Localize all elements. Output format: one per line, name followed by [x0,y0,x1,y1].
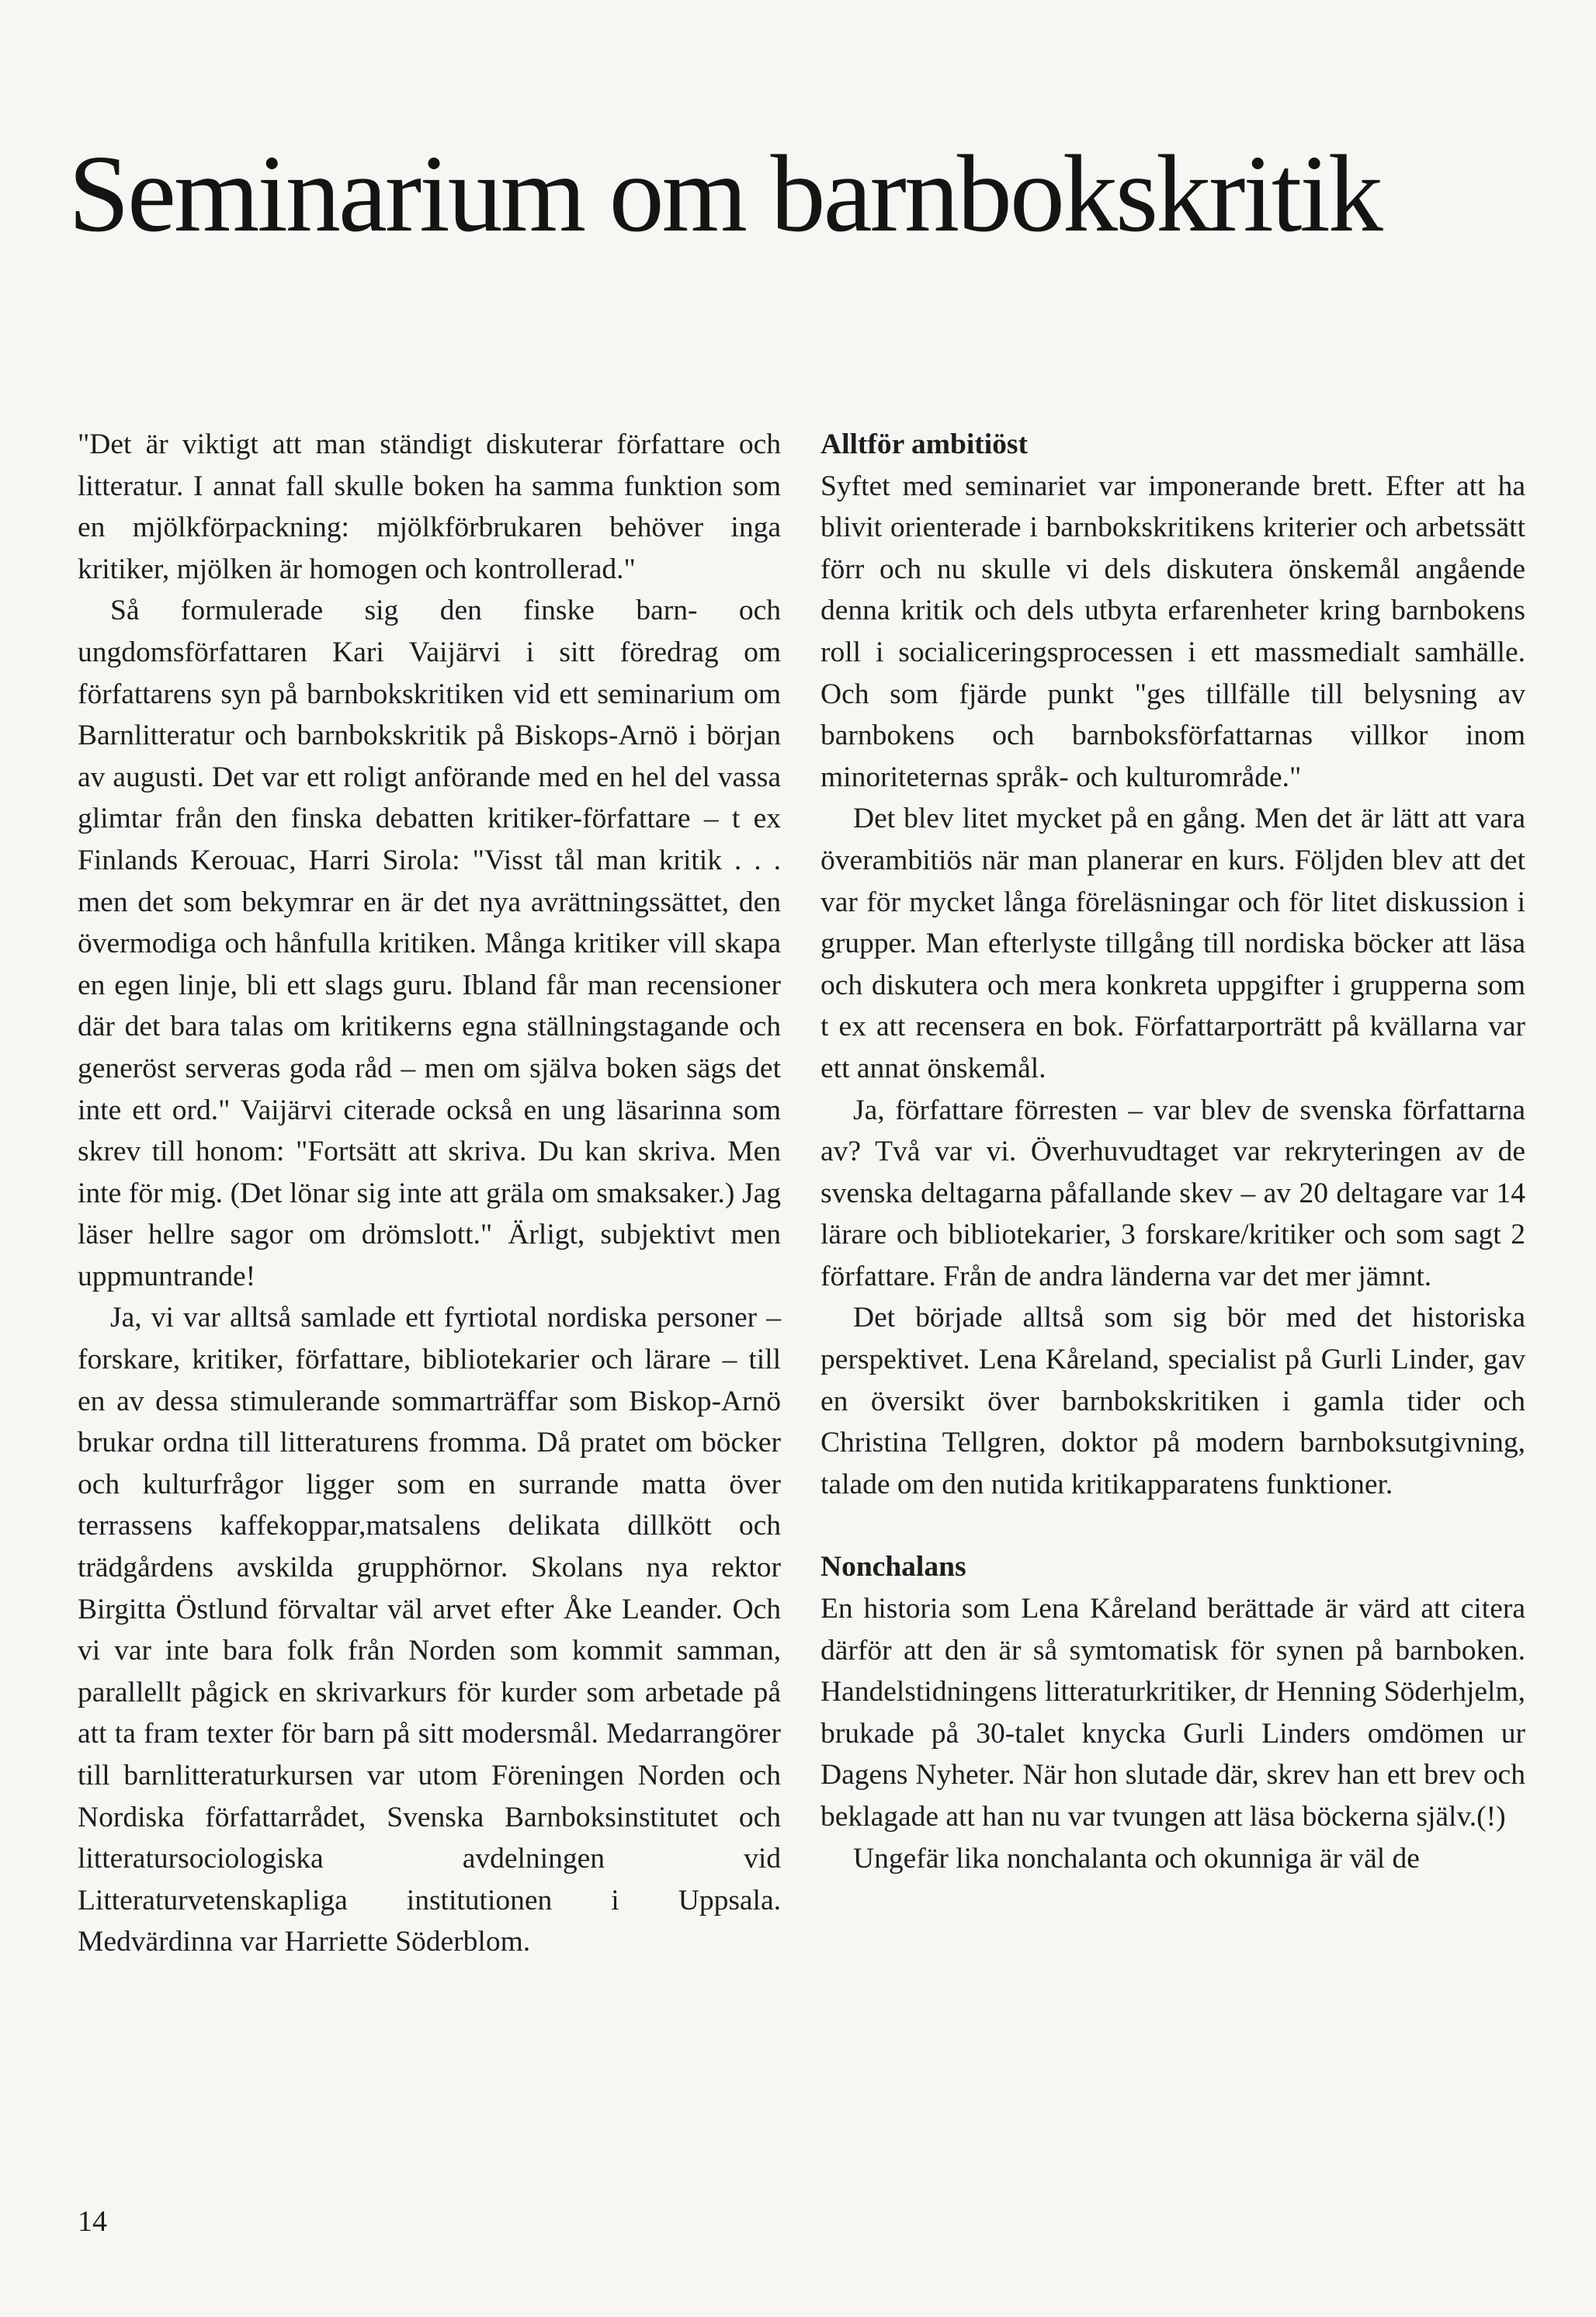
body-paragraph: Ja, vi var alltså samlade ett fyrtiotal nordiska personer – forskare, kritiker, författare, bibliotekarier och lärare – till en av dessa stimulerande sommarträffar som Biskop-Arnö brukar ordna till litteraturens fromma. Då pratet om böcker och kulturfrågor ligger som en surrande matta över terrassens kaffekoppar,matsalens delikata dillkött och trädgårdens avskilda grupphörnor. Skolans nya rektor Birgitta Östlund förvaltar väl arvet efter Åke Leander. Och vi var inte bara folk från Norden som kommit samman, parallellt pågick en skrivarkurs för kurder som arbetade på att ta fram texter för barn på sitt modersmål. Medarrangörer till barnlitteraturkursen var utom Föreningen Norden och Nordiska författarrådet, Svenska Barnboksinstitutet och litteratursociologiska avdelningen vid Litteraturvetenskapliga institutionen i Uppsala. Medvärdinna var Harriette Söderblom. [78,1302,781,1958]
right-column [821,424,1525,1879]
body-paragraph: Det blev litet mycket på en gång. Men det är lätt att vara överambitiös när man planerar en kurs. Följden blev att det var för mycket långa föreläsningar och för litet diskussion i grupper. Man efterlyste tillgång till nordiska böcker att läsa och diskutera och mera konkreta uppgifter i grupperna som t ex att recensera en bok. Författarporträtt på kvällarna var ett annat önskemål. [821,803,1525,1084]
article-title: Seminarium om barnbokskritik [68,132,1381,255]
body-paragraph: Ja, författare förresten – var blev de svenska författarna av? Två var vi. Överhuvudtaget var rekryteringen av de svenska deltagarna påfallande skev – av 20 deltagare var 14 lärare och bibliotekarier, 3 forskare/kritiker och som sagt 2 författare. Från de andra länderna var det mer jämnt. [821,1094,1525,1292]
body-paragraph: Det började alltså som sig bör med det historiska perspektivet. Lena Kåreland, specialist på Gurli Linder, gav en översikt över barnbokskritiken i gamla tider och Christina Tellgren, doktor på modern barnboksutgivning, talade om den nutida kritikapparatens funktioner. [821,1302,1525,1500]
body-paragraph: Syftet med seminariet var imponerande brett. Efter att ha blivit orienterade i barnbokskritikens kriterier och arbetssätt förr och nu skulle vi dels diskutera önskemål angående denna kritik och dels utbyta erfarenheter kring barnbokens roll i socialiceringsprocessen i ett massmedialt samhälle. Och som fjärde punkt "ges tillfälle till belysning av barnbokens och barnboksförfattarnas villkor inom minoriteternas språk- och kulturområde." [821,470,1525,793]
section-heading-alltfor-ambitiost: Alltför ambitiöst [821,428,1028,460]
body-paragraph: Så formulerade sig den finske barn- och ungdomsförfattaren Kari Vaijärvi i sitt föredrag om författarens syn på barnbokskritiken vid ett seminarium om Barnlitteratur och barnbokskritik på Biskops-Arnö i början av augusti. Det var ett roligt anförande med en hel del vassa glimtar från den finska debatten kritiker-författare – t ex Finlands Kerouac, Harri Sirola: "Visst tål man kritik . . . men det som bekymrar en är det nya avrättningssättet, den övermodiga och hånfulla kritiken. Många kritiker vill skapa en egen linje, bli ett slags guru. Ibland får man recensioner där det bara talas om kritikerns egna ställningstagande och generöst serveras goda råd – men om själva boken sägs det inte ett ord." Vaijärvi citerade också en ung läsarinna som skrev till honom: "Fortsätt att skriva. Du kan skriva. Men inte för mig. (Det lönar sig inte att gräla om smaksaker.) Jag läser hellre sagor om drömslott." Ärligt, subjektivt men uppmuntrande! [78,595,781,1292]
body-paragraph: Ungefär lika nonchalanta och okunniga är väl de [853,1842,1420,1875]
body-paragraph: En historia som Lena Kåreland berättade är värd att citera därför att den är så symtomatisk för synen på barnboken. Handelstidningens litteraturkritiker, dr Henning Söderhjelm, brukade på 30-talet knycka Gurli Linders omdömen ur Dagens Nyheter. När hon slutade där, skrev han ett brev och beklagade att han nu var tvungen att läsa böckerna själv.(!) [821,1593,1525,1833]
opening-quote-paragraph: "Det är viktigt att man ständigt diskuterar författare och litteratur. I annat fall skulle boken ha samma funktion som en mjölkförpackning: mjölkförbrukaren behöver inga kritiker, mjölken är homogen och kontrollerad." [78,428,781,585]
left-column [78,424,781,1963]
section-heading-nonchalans: Nonchalans [821,1551,966,1583]
page-number: 14 [78,2205,107,2238]
